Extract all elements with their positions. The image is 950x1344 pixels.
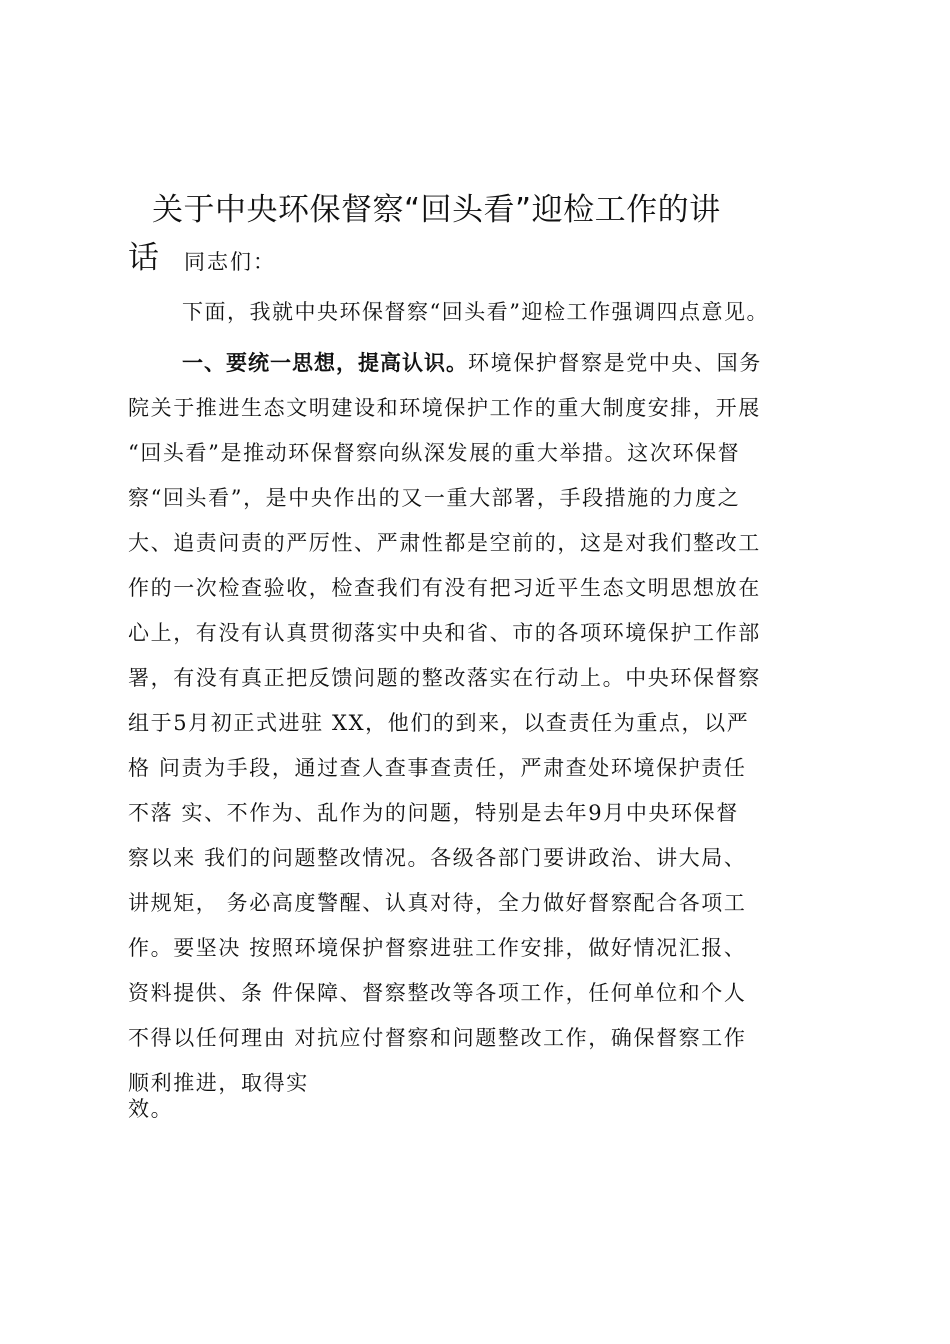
body-line: 大、追责问责的严厉性、严肃性都是空前的，这是对我们整改工	[128, 531, 761, 555]
body-line: “回头看”是推动环保督察向纵深发展的重大举措。这次环保督	[128, 441, 741, 465]
closing-line: 效。	[128, 1097, 174, 1121]
body-line: 顺利推进，取得实	[128, 1071, 309, 1095]
body-line: 作。要坚决 按照环境保护督察进驻工作安排，做好情况汇报、	[128, 936, 747, 960]
body-line: 察“回头看”，是中央作出的又一重大部署，手段措施的力度之	[128, 486, 741, 510]
document-title-line-2: 话	[128, 240, 159, 276]
body-line	[128, 341, 828, 386]
body-line-text: 环境保护督察是党中央、国务	[468, 351, 762, 375]
body-line: 资料提供、条 件保障、督察整改等各项工作，任何单位和个人	[128, 981, 747, 1005]
section-1-heading: 一、要统一思想，提高认识。	[182, 351, 468, 375]
document-title-line-1: 关于中央环保督察“回头看”迎检工作的讲	[152, 192, 721, 228]
salutation: 同志们：	[184, 250, 276, 274]
body-line: 心上，有没有认真贯彻落实中央和省、市的各项环境保护工作部	[128, 621, 761, 645]
body-line: 署，有没有真正把反馈问题的整改落实在行动上。中央环保督察	[128, 666, 761, 690]
body-line: 院关于推进生态文明建设和环境保护工作的重大制度安排，开展	[128, 396, 761, 420]
body-line: 作的一次检查验收，检查我们有没有把习近平生态文明思想放在	[128, 576, 761, 600]
body-line: 不落 实、不作为、乱作为的问题，特别是去年9月中央环保督	[128, 801, 739, 825]
body-line: 察以来 我们的问题整改情况。各级各部门要讲政治、讲大局、	[128, 846, 747, 870]
body-line: 不得以任何理由 对抗应付督察和问题整改工作，确保督察工作	[128, 1026, 747, 1050]
body-line: 组于5月初正式进驻 XX，他们的到来，以查责任为重点，以严	[128, 711, 750, 735]
intro-paragraph: 下面，我就中央环保督察“回头看”迎检工作强调四点意见。	[182, 300, 769, 324]
section-1-paragraph	[128, 341, 828, 1106]
body-line: 格 问责为手段，通过查人查事查责任，严肃查处环境保护责任	[128, 756, 747, 780]
body-line: 讲规矩， 务必高度警醒、认真对待，全力做好督察配合各项工	[128, 891, 747, 915]
